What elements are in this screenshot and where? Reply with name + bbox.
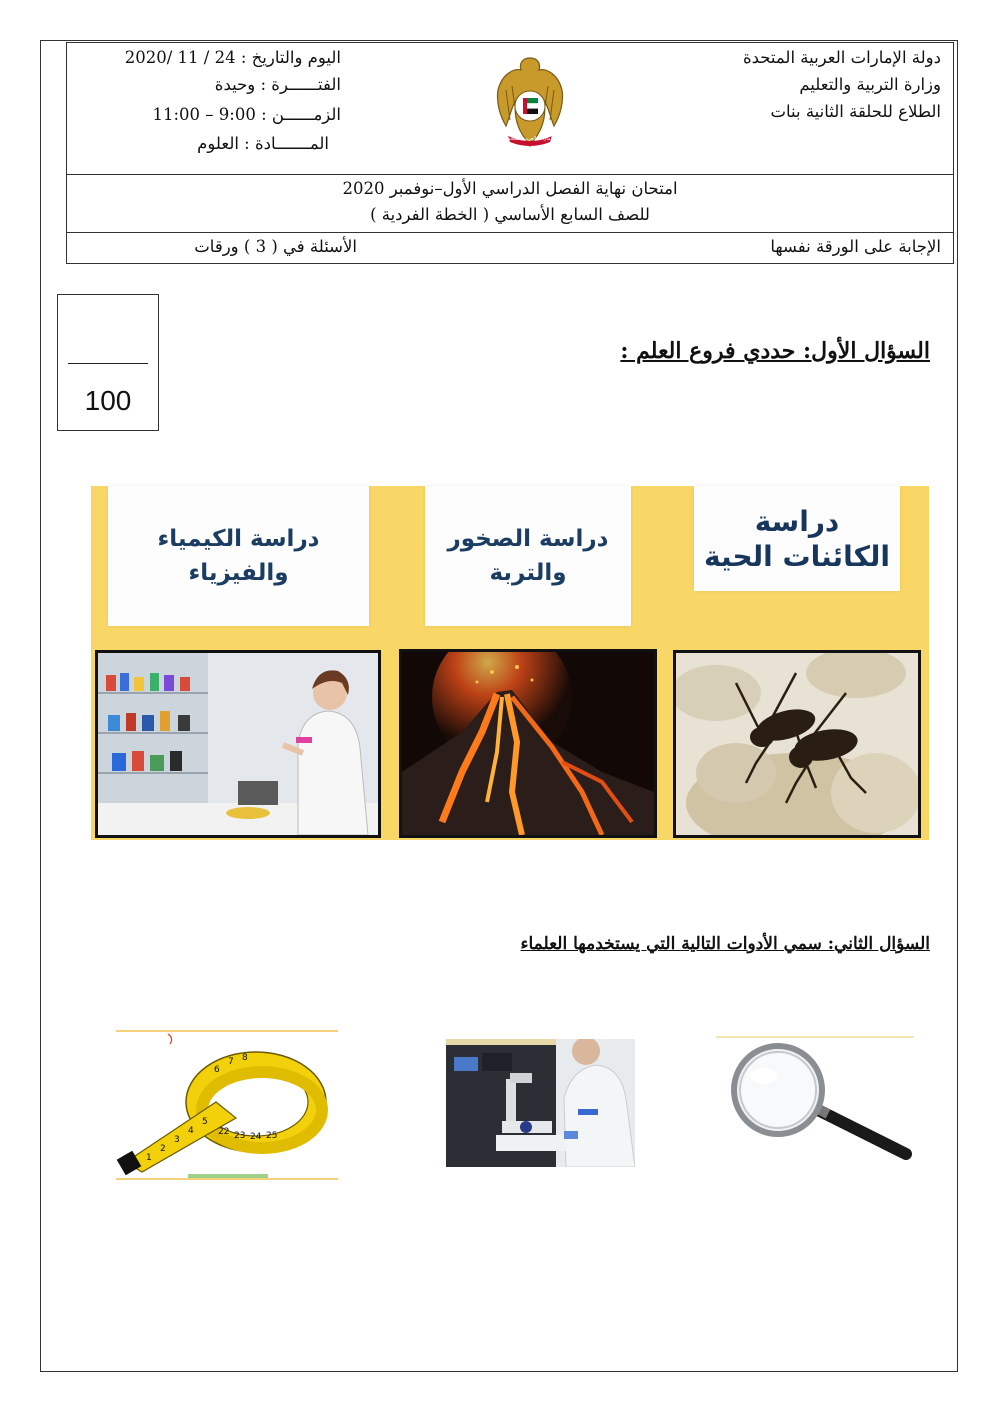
country-name: دولة الإمارات العربية المتحدة xyxy=(742,48,941,67)
exam-title: امتحان نهاية الفصل الدراسي الأول–نوفمبر 2020 xyxy=(342,179,678,198)
exam-date: اليوم والتاريخ : 24 / 11 /2020 xyxy=(124,48,341,67)
question2-title: السؤال الثاني: سمي الأدوات التالية التي يستخدمها العلماء xyxy=(520,934,930,954)
question1-title: السؤال الأول: حددي فروع العلم : xyxy=(620,338,930,364)
svg-text:25: 25 xyxy=(266,1131,278,1141)
science-branches-panel xyxy=(91,486,929,840)
exam-subject: المـــــــادة : العلوم xyxy=(197,134,329,153)
measuring-tape-image xyxy=(116,1030,338,1180)
exam-period: الفتــــــرة : وحيدة xyxy=(214,75,341,94)
exam-time: الزمــــــن : 9:00 – 11:00 xyxy=(152,105,341,124)
svg-text:7: 7 xyxy=(228,1057,234,1067)
ministry-name: وزارة التربية والتعليم xyxy=(799,75,941,94)
crickets-photo xyxy=(673,650,921,838)
grade-line: للصف السابع الأساسي ( الخطة الفردية ) xyxy=(370,205,650,224)
score-box xyxy=(57,294,159,431)
svg-text:23: 23 xyxy=(234,1131,246,1141)
svg-text:5: 5 xyxy=(202,1117,208,1127)
score-total: 100 xyxy=(84,385,132,416)
svg-text:3: 3 xyxy=(174,1135,180,1145)
svg-text:6: 6 xyxy=(214,1065,220,1075)
laboratory-photo xyxy=(95,650,381,838)
svg-text:1: 1 xyxy=(146,1153,152,1163)
volcano-photo xyxy=(399,649,657,838)
svg-text:4: 4 xyxy=(188,1126,194,1136)
card-life-science[interactable]: دراسة الكائنات الحية xyxy=(694,486,900,591)
card-physical-science[interactable]: دراسة الكيمياء والفيزياء xyxy=(108,486,369,626)
uae-emblem-icon xyxy=(492,50,568,150)
svg-text:24: 24 xyxy=(250,1132,262,1142)
magnifying-glass-image xyxy=(716,1036,914,1164)
card-earth-science[interactable]: دراسة الصخور والتربة xyxy=(425,486,631,626)
answer-note: الإجابة على الورقة نفسها xyxy=(770,237,941,256)
pages-note: الأسئلة في ( 3 ) ورقات xyxy=(194,237,357,256)
svg-text:8: 8 xyxy=(242,1053,248,1063)
microscope-image xyxy=(446,1039,635,1167)
emblem-scroll-text: الإمارات العربية المتحدة xyxy=(505,136,555,142)
svg-text:2: 2 xyxy=(160,1144,166,1154)
school-name: الطلاع للحلقة الثانية بنات xyxy=(770,102,941,121)
svg-text:22: 22 xyxy=(218,1127,230,1137)
